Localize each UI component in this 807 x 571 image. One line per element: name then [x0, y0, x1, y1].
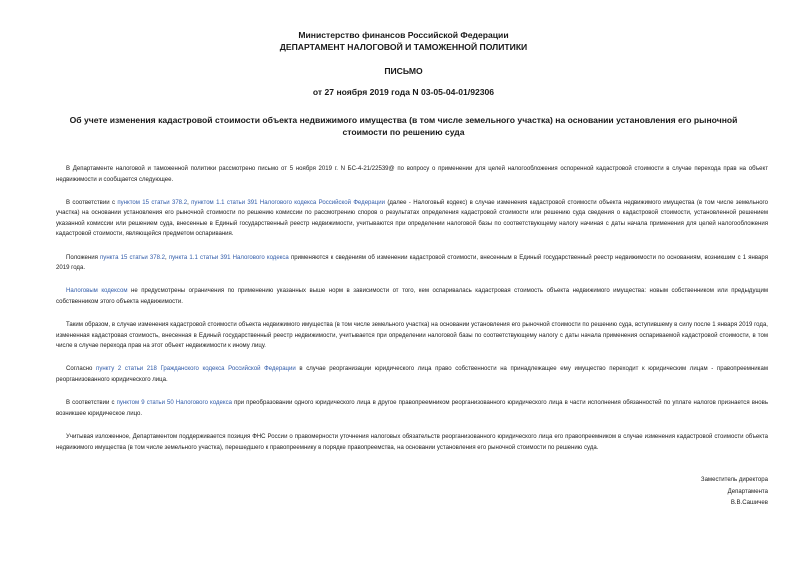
signature-block [500, 475, 768, 510]
paragraph-text: Согласно [66, 366, 97, 373]
paragraph-4 [56, 286, 768, 307]
paragraph-text: , [187, 199, 192, 206]
signatory-department: Департамента [727, 488, 768, 495]
law-link[interactable]: пункта 1.1 статьи 391 Налогового кодекса [168, 254, 289, 261]
paragraph-6 [56, 364, 768, 385]
paragraph-5: Таким образом, в случае изменения кадастровой стоимости объекта недвижимого имущества (в том числе земельного участка) на основании установления его рыночной стоимости по решению суда, вступившему в силу после 1 января 2019 года, измененная кадастровая стоимость, внесенная в Единый государственный реестр недвижимости, учитывается при определении налоговой базы по соответствующему налогу с даты начала применения оспариваемой кадастровой стоимости, в том числе в случае перехода прав на этот объект недвижимости к иному лицу. [56, 322, 768, 350]
paragraph-text: в случае реорганизации юридического лица право собственности на принадлежащее ему имущество переходит к юридическим лицам - правопреемникам реорганизованного юридического лица. [56, 366, 768, 383]
law-link[interactable]: пунктом 1.1 статьи 391 Налогового кодекса Российской Федерации [191, 199, 386, 206]
paragraph-text: применяются к сведениям об изменении кадастровой стоимости, внесенным в Единый государственный реестр недвижимости по основаниям, возникшим с 1 января 2019 года. [56, 254, 768, 272]
law-link[interactable]: Налоговым кодексом [66, 288, 128, 295]
signatory-position: Заместитель директора [700, 477, 768, 483]
paragraph-2 [56, 198, 768, 240]
paragraph-text: В соответствии с [66, 199, 118, 206]
document-body [56, 164, 768, 466]
department-name: ДЕПАРТАМЕНТ НАЛОГОВОЙ И ТАМОЖЕННОЙ ПОЛИТИКИ [279, 41, 528, 52]
law-link[interactable]: пунктом 15 статьи 378.2 [117, 199, 188, 206]
document-subject: Об учете изменения кадастровой стоимости объекта недвижимого имущества (в том числе земельного участка) на основании установления его рыночной стоимости по решению суда [69, 115, 738, 137]
paragraph-text: В соответствии с [66, 400, 117, 407]
paragraph-text: Положения [66, 254, 101, 261]
document-type: ПИСЬМО [384, 66, 423, 76]
paragraph-text: не предусмотрены ограничения по применению указанных выше норм в зависимости от того, кем оспаривалась кадастровая стоимость объекта недвижимого имущества: новым собственником или предыдущим собственником этого объекта недвижимости. [56, 288, 768, 305]
paragraph-1: В Департаменте налоговой и таможенной политики рассмотрено письмо от 5 ноября 2019 г. N БС-4-21/22539@ по вопросу о применении для целей налогообложения оспоренной кадастровой стоимости в случае перехода прав на объект недвижимости и сообщается следующее. [56, 166, 768, 183]
paragraph-3 [56, 253, 768, 274]
document-date-number: от 27 ноября 2019 года N 03-05-04-01/92306 [312, 86, 495, 97]
paragraph-8: Учитывая изложенное, Департаментом поддерживается позиция ФНС России о правомерности уточнения налоговых обязательств реорганизованного юридического лица его правопреемником в случае изменения кадастровой стоимости объекта недвижимого имущества (в том числе земельного участка), перешедшего к правопреемнику в порядке правопреемства, на основании установления его рыночной стоимости по решению суда. [56, 434, 768, 451]
signatory-name: В.В.Сашичев [730, 500, 768, 506]
paragraph-text: , [165, 254, 169, 261]
law-link[interactable]: пункту 2 статьи 218 Гражданского кодекса Российской Федерации [96, 366, 296, 373]
paragraph-7 [56, 398, 768, 419]
law-link[interactable]: пункта 15 статьи 378.2 [100, 254, 166, 261]
ministry-name: Министерство финансов Российской Федерации [298, 30, 509, 40]
law-link[interactable]: пунктом 9 статьи 50 Налогового кодекса [116, 400, 232, 407]
paragraph-text: при преобразовании одного юридического лица в другое правопреемником реорганизованного юридического лица в части исполнения обязанностей по уплате налогов признается вновь возникшее юридическое лицо. [56, 400, 768, 417]
paragraph-text: (далее - Налоговый кодекс) в случае изменения кадастровой стоимости объекта недвижимого имущества (в том числе земельного участка) на основании установления его рыночной стоимости по решению комиссии по рассмотрению споров о результатах определения кадастровой стоимости или решению суда сведения о кадастровой стоимости, установленной решением указанной комиссии или решением суда, внесенные в Единый государственный реестр недвижимости, учитываются при определении налоговой базы по соответствующему налогу начиная с даты начала применения для целей налогообложения кадастровой стоимости, являющейся предметом оспаривания. [56, 199, 768, 238]
